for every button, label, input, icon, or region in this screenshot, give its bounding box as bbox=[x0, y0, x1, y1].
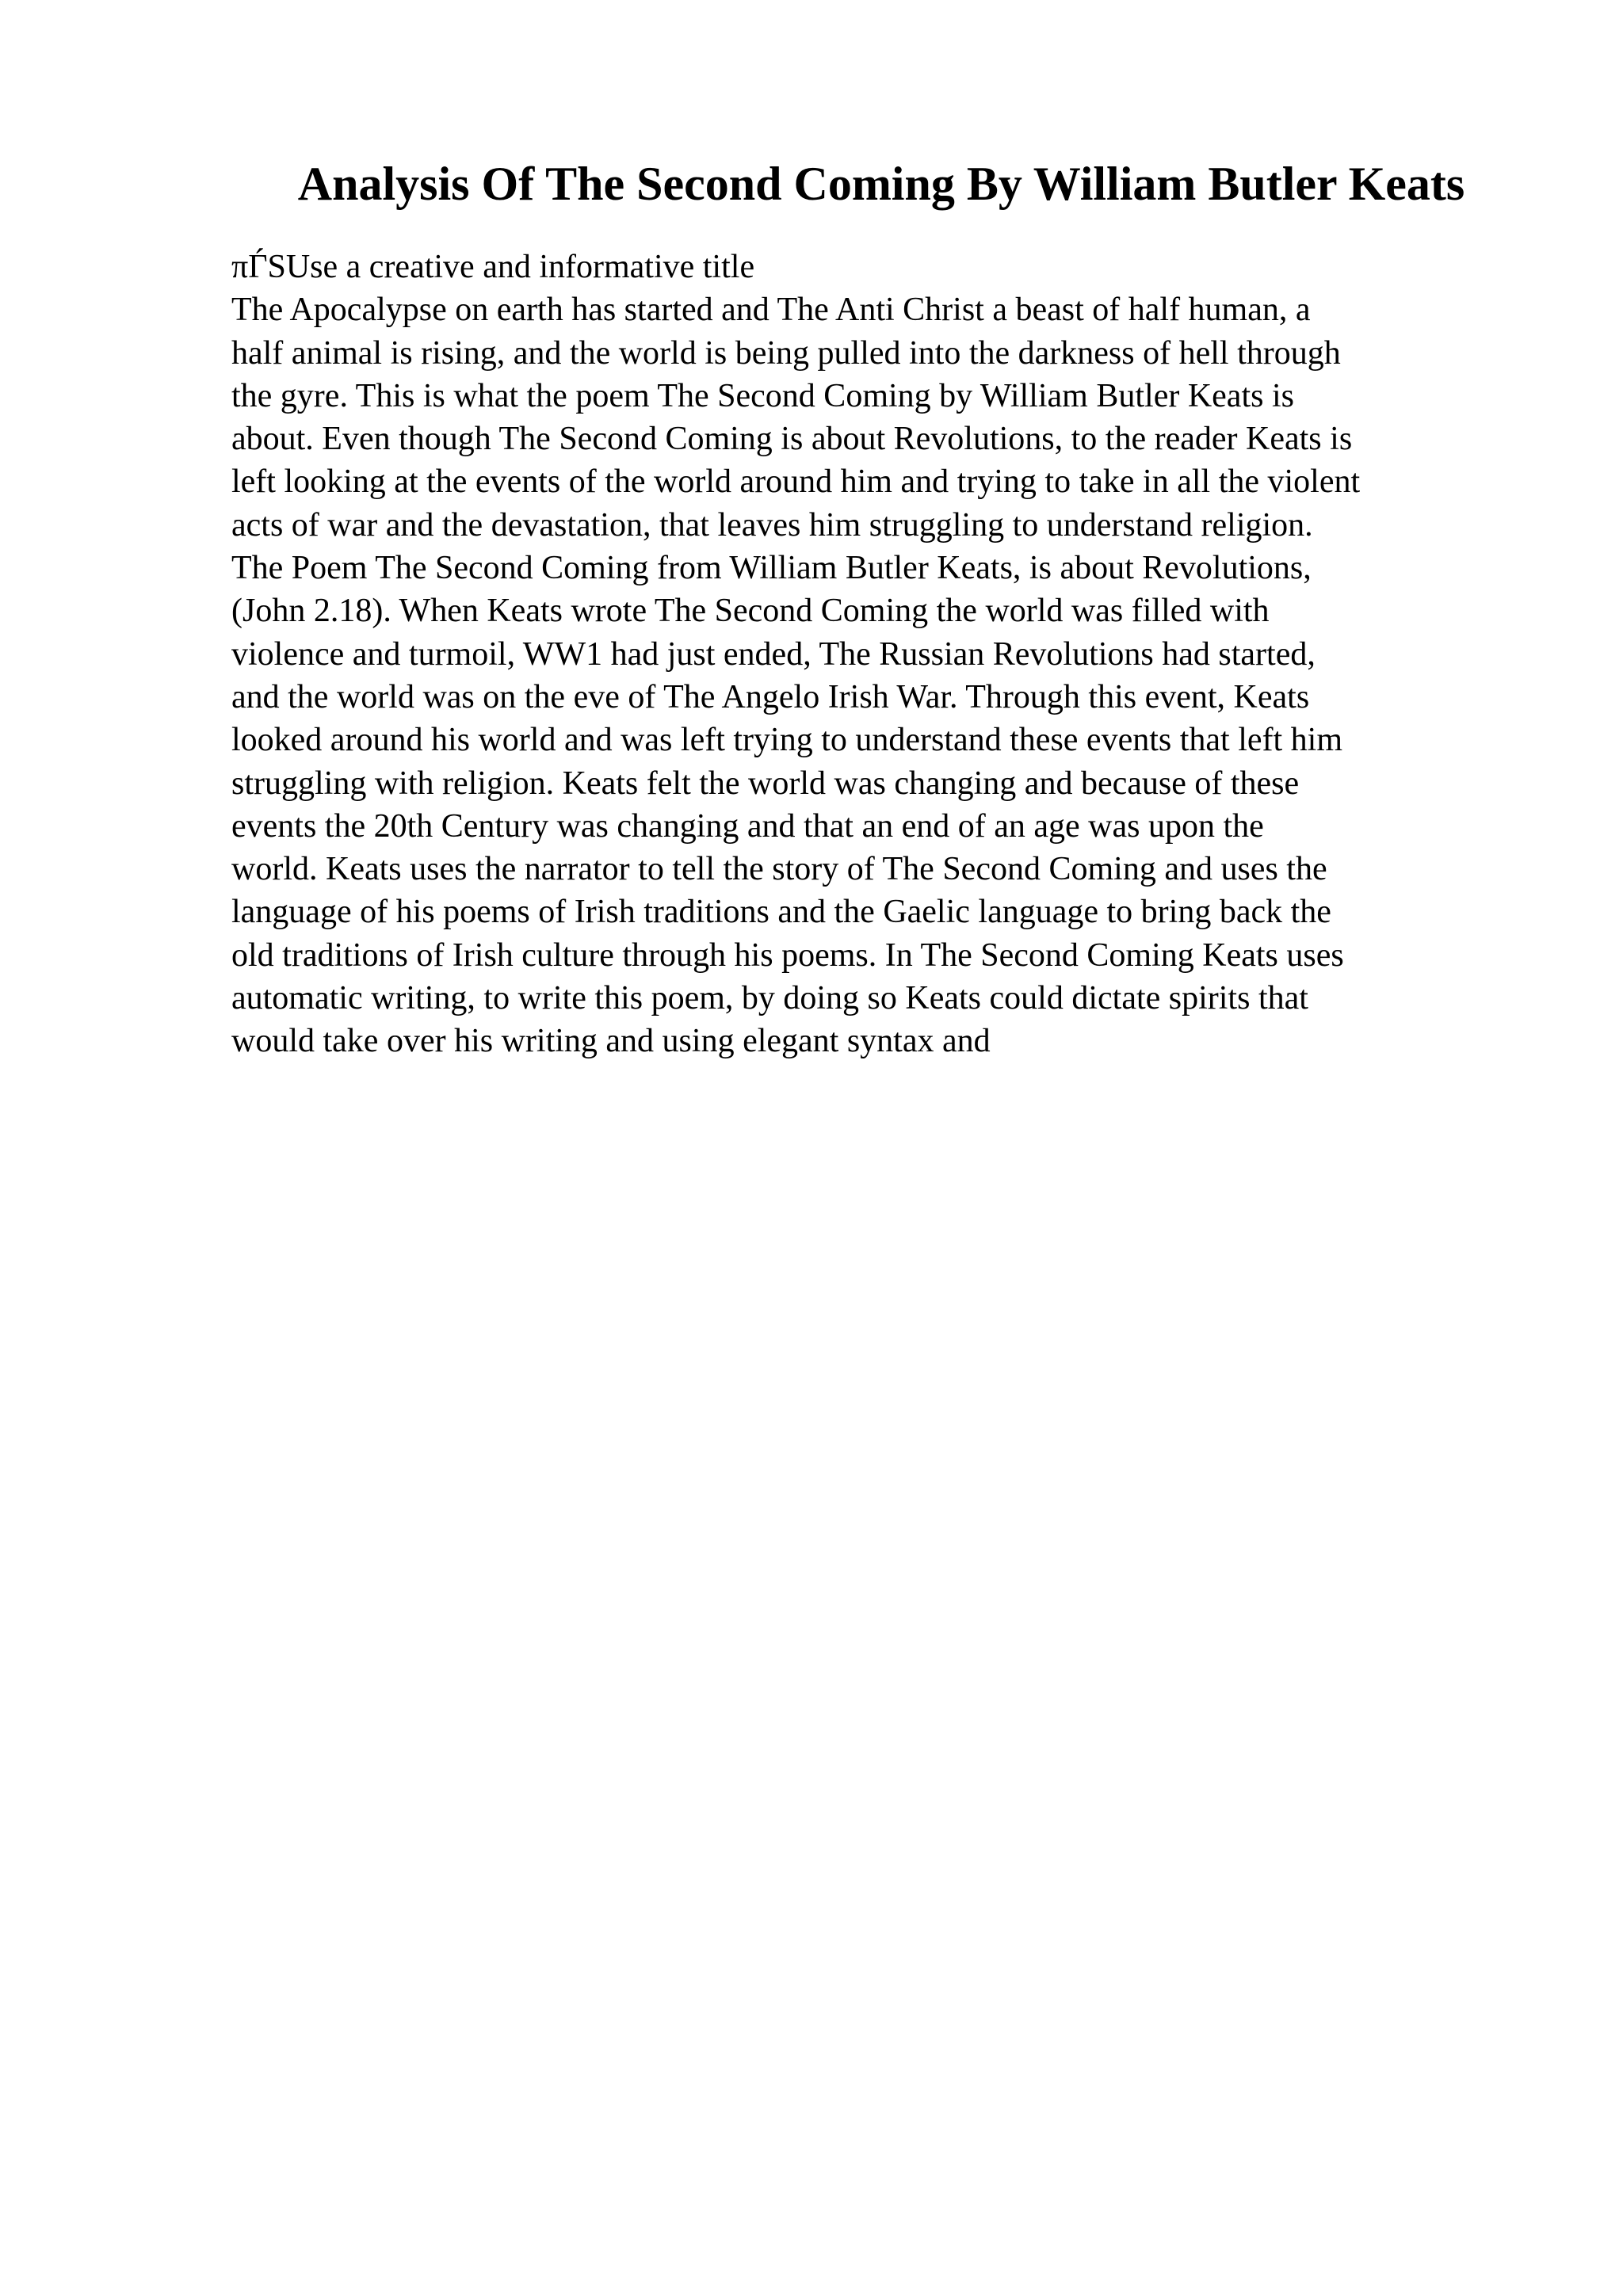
paragraph-line: acts of war and the devastation, that leaves him struggling to understand religion. bbox=[231, 506, 1313, 543]
paragraph-line: events the 20th Century was changing and that an end of an age was upon the bbox=[231, 807, 1264, 845]
paragraph-line: old traditions of Irish culture through his poems. In The Second Coming Keats uses bbox=[231, 936, 1344, 974]
paragraph-line: violence and turmoil, WW1 had just ended, The Russian Revolutions had started, bbox=[231, 635, 1316, 673]
paragraph-line: The Apocalypse on earth has started and The Anti Christ a beast of half human, a bbox=[231, 292, 1311, 329]
paragraph-line: The Poem The Second Coming from William Butler Keats, is about Revolutions, bbox=[231, 550, 1312, 587]
document-title: Analysis Of The Second Coming By William Butler Keats bbox=[297, 158, 1465, 210]
paragraph-line: and the world was on the eve of The Angelo Irish War. Through this event, Keats bbox=[231, 678, 1310, 715]
paragraph-line: about. Even though The Second Coming is about Revolutions, to the reader Keats is bbox=[231, 421, 1353, 458]
paragraph-line: half animal is rising, and the world is being pulled into the darkness of hell through bbox=[231, 334, 1341, 372]
subtitle-line: πЃSUse a creative and informative title bbox=[231, 249, 755, 285]
paragraph-line: the gyre. This is what the poem The Second Coming by William Butler Keats is bbox=[231, 377, 1294, 414]
paragraph-line: automatic writing, to write this poem, by doing so Keats could dictate spirits that bbox=[231, 980, 1308, 1017]
paragraph-line: (John 2.18). When Keats wrote The Second Coming the world was filled with bbox=[231, 593, 1270, 630]
paragraph-line: would take over his writing and using elegant syntax and bbox=[231, 1023, 991, 1060]
paragraph-line: world. Keats uses the narrator to tell the story of The Second Coming and uses the bbox=[231, 851, 1327, 888]
paragraph-line: left looking at the events of the world around him and trying to take in all the violent bbox=[231, 463, 1361, 501]
paragraph-line: language of his poems of Irish traditions and the Gaelic language to bring back the bbox=[231, 894, 1331, 931]
paragraph-line: looked around his world and was left trying to understand these events that left him bbox=[231, 722, 1343, 759]
paragraph-line: struggling with religion. Keats felt the world was changing and because of these bbox=[231, 765, 1300, 802]
document-body bbox=[231, 246, 1499, 1063]
